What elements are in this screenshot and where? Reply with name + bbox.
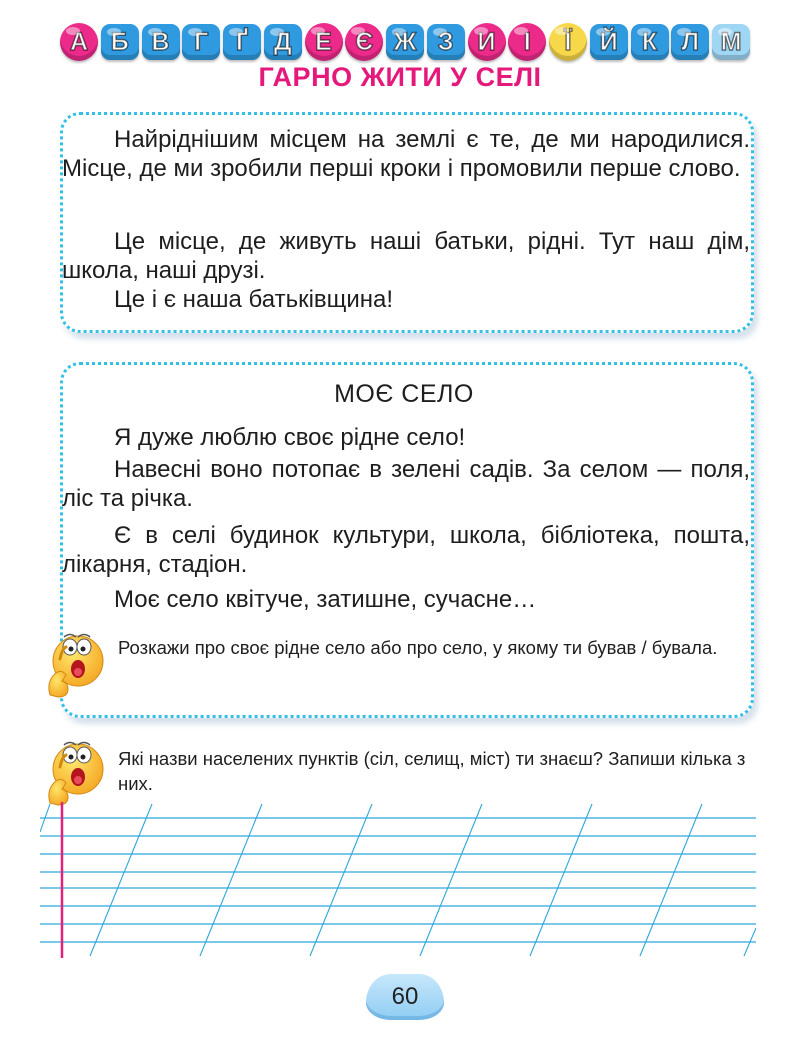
intro-paragraph-2: Це місце, де живуть наші батьки, рідні. Тут наш дім, школа, наші друзі. <box>62 228 750 284</box>
intro-paragraph-3: Це і є наша батьківщина! <box>114 286 394 313</box>
writing-lines[interactable] <box>40 800 756 960</box>
intro-paragraph-1: Найріднішим місцем на землі є те, де ми народилися. Місце, де ми зробили перші кроки і промовили перше слово. <box>62 126 750 182</box>
story-paragraph-1: Я дуже люблю своє рідне село! <box>114 424 466 451</box>
alphabet-letter: В <box>142 24 180 60</box>
thinking-face-icon <box>44 625 106 705</box>
page-title: ГАРНО ЖИТИ У СЕЛІ <box>258 62 542 92</box>
task-tell-about-village: Розкажи про своє рідне село або про село, у якому ти бував / бувала. <box>118 637 718 658</box>
alphabet-letter: Є <box>345 23 383 61</box>
alphabet-letter: М <box>712 24 750 60</box>
alphabet-letter: Б <box>101 24 139 60</box>
alphabet-letter: Й <box>590 24 628 60</box>
horizontal-lines <box>40 818 756 942</box>
alphabet-letter: З <box>427 24 465 60</box>
alphabet-letter: Г <box>182 24 220 60</box>
alphabet-letter: Ґ <box>223 24 261 60</box>
alphabet-letter: А <box>60 23 98 61</box>
story-heading: МОЄ СЕЛО <box>334 380 474 408</box>
alphabet-letter: Е <box>305 23 343 61</box>
alphabet-letter: И <box>468 23 506 61</box>
slant-lines <box>40 804 756 956</box>
page-number-badge <box>366 974 444 1020</box>
alphabet-letter: І <box>508 23 546 61</box>
alphabet-letter: Д <box>264 24 302 60</box>
story-paragraph-2: Навесні воно потопає в зелені садів. За селом — поля, ліс та річка. <box>62 456 750 512</box>
story-paragraph-4: Моє село квітуче, затишне, сучасне… <box>114 586 537 613</box>
alphabet-letter: Ж <box>386 24 424 60</box>
alphabet-letter: Л <box>671 24 709 60</box>
alphabet-letter: К <box>631 24 669 60</box>
story-paragraph-3: Є в селі будинок культури, школа, бібліотека, пошта, лікарня, стадіон. <box>62 522 750 578</box>
alphabet-letter: Ї <box>549 23 587 61</box>
task-write-settlement-names: Які назви населених пунктів (сіл, селищ, міст) ти знаєш? Запиши кілька з них. <box>118 748 746 794</box>
page-number: 60 <box>391 983 419 1010</box>
alphabet-strip <box>60 22 750 62</box>
